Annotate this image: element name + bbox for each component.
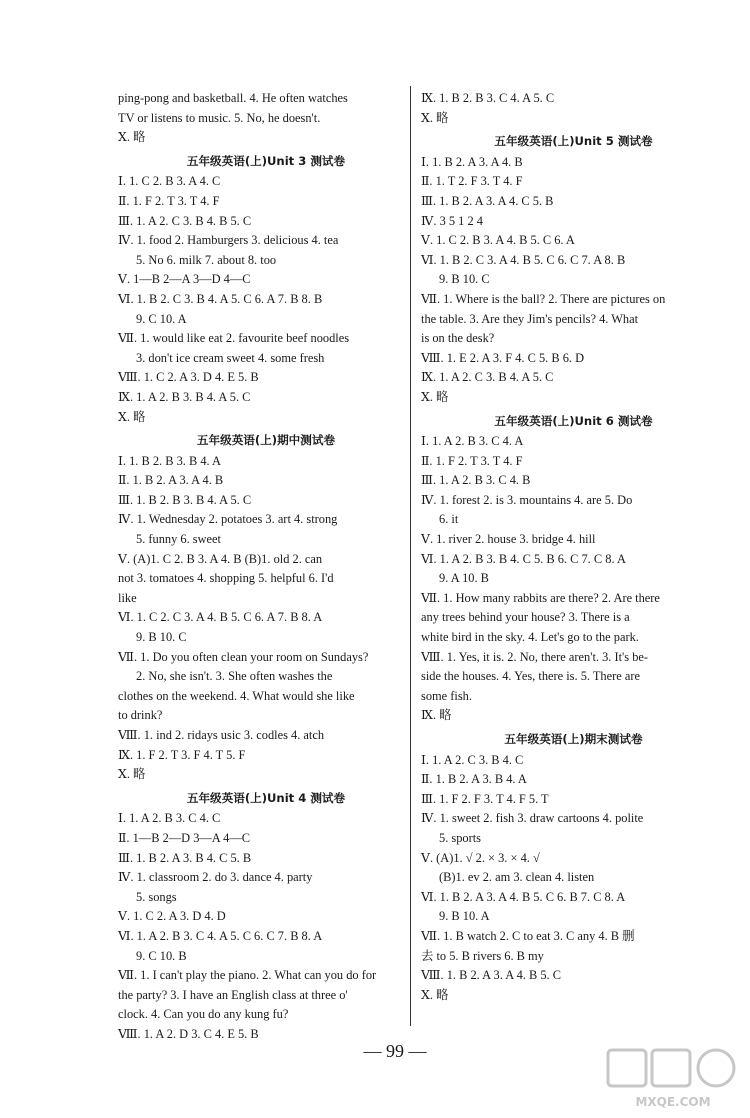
answer-line: to drink? (118, 708, 163, 723)
answer-line: Ⅶ. 1. B watch 2. C to eat 3. C any 4. B 删 (421, 928, 635, 943)
answer-line: Ⅳ. 1. classroom 2. do 3. dance 4. party (118, 870, 313, 885)
answer-line: Ⅳ. 1. forest 2. is 3. mountains 4. are 5. Do (421, 492, 633, 507)
answer-line: 5. songs (136, 889, 177, 904)
watermark-logo (604, 1046, 742, 1112)
answer-line: ping-pong and basketball. 4. He often watches (118, 91, 348, 105)
left-column (118, 89, 414, 1045)
answer-line: (B)1. ev 2. am 3. clean 4. listen (439, 870, 595, 885)
answer-line: some fish. (421, 688, 472, 703)
answer-line: Ⅴ. 1. C 2. A 3. D 4. D (118, 909, 226, 924)
answer-line: Ⅲ. 1. B 2. A 3. B 4. C 5. B (118, 850, 252, 865)
answer-line: Ⅶ. 1. would like eat 2. favourite beef noodles (118, 331, 350, 346)
answer-line: Ⅰ. 1. A 2. B 3. C 4. A (421, 434, 524, 449)
answer-line: Ⅵ. 1. C 2. C 3. A 4. B 5. C 6. A 7. B 8. A (118, 610, 323, 625)
answer-line: 5. No 6. milk 7. about 8. too (136, 252, 277, 267)
answer-line: 9. B 10. C (136, 630, 187, 645)
answer-line: clothes on the weekend. 4. What would she like (118, 688, 355, 703)
answer-line: Ⅳ. 1. sweet 2. fish 3. draw cartoons 4. polite (421, 811, 644, 826)
answer-line: 5. sports (439, 830, 481, 845)
answer-line: Ⅹ. 略 (421, 987, 449, 1002)
answer-line: Ⅲ. 1. A 2. B 3. C 4. B (421, 473, 531, 488)
answer-line: 5. funny 6. sweet (136, 532, 221, 547)
answer-line: Ⅵ. 1. B 2. A 3. A 4. B 5. C 6. B 7. C 8. A (421, 889, 626, 904)
answer-line: Ⅵ. 1. A 2. B 3. C 4. A 5. C 6. C 7. B 8. A (118, 928, 323, 943)
answer-line: 3. don't ice cream sweet 4. some fresh (136, 350, 325, 365)
answer-line: Ⅷ. 1. E 2. A 3. F 4. C 5. B 6. D (421, 350, 585, 365)
answer-line: side the houses. 4. Yes, there is. 5. There are (421, 669, 640, 684)
answer-line: Ⅱ. 1. B 2. A 3. B 4. A (421, 772, 527, 787)
answer-line: like (118, 590, 137, 605)
section-heading: 五年级英语(上)期末测试卷 (504, 732, 643, 746)
answer-line: Ⅸ. 略 (421, 708, 452, 723)
answer-line: Ⅴ. 1—B 2—A 3—D 4—C (118, 272, 251, 287)
answer-line: 9. B 10. A (439, 909, 490, 924)
answer-line: Ⅴ. 1. river 2. house 3. bridge 4. hill (421, 532, 596, 547)
answer-line: Ⅷ. 1. Yes, it is. 2. No, there aren't. 3. It's be- (421, 649, 649, 664)
answer-line: Ⅹ. 略 (118, 409, 146, 424)
answer-line: Ⅱ. 1. F 2. T 3. T 4. F (118, 193, 220, 208)
answer-line: Ⅶ. 1. Do you often clean your room on Sundays? (118, 649, 369, 664)
answer-line: 9. C 10. A (136, 311, 187, 326)
section-heading: 五年级英语(上)Unit 5 测试卷 (494, 134, 653, 149)
answer-line: Ⅹ. 略 (421, 389, 449, 404)
answer-line: Ⅱ. 1. T 2. F 3. T 4. F (421, 174, 523, 189)
section-heading: 五年级英语(上)Unit 4 测试卷 (186, 790, 346, 805)
section-heading: 五年级英语(上)Unit 6 测试卷 (494, 413, 653, 428)
answer-line: Ⅰ. 1. A 2. C 3. B 4. C (421, 752, 524, 767)
answer-line: Ⅸ. 1. B 2. B 3. C 4. A 5. C (421, 91, 555, 105)
answer-line: TV or listens to music. 5. No, he doesn't. (118, 110, 321, 125)
answer-line: Ⅸ. 1. A 2. C 3. B 4. A 5. C (421, 370, 554, 385)
answer-line: the party? 3. I have an English class at three o' (118, 987, 348, 1002)
answer-line: 9. B 10. C (439, 272, 490, 287)
page-number: — 99 — (363, 1041, 427, 1061)
answer-line: clock. 4. Can you do any kung fu? (118, 1007, 289, 1022)
answer-line: 9. C 10. B (136, 948, 187, 963)
section-heading: 五年级英语(上)Unit 3 测试卷 (186, 153, 346, 168)
answer-line: Ⅱ. 1. B 2. A 3. A 4. B (118, 473, 224, 488)
answer-line: Ⅰ. 1. A 2. B 3. C 4. C (118, 811, 221, 826)
column-divider (410, 86, 411, 1026)
answer-line: Ⅸ. 1. A 2. B 3. B 4. A 5. C (118, 389, 251, 404)
answer-line: Ⅹ. 略 (421, 110, 449, 125)
watermark-url: MXQE.COM (635, 1095, 711, 1109)
answer-line: 6. it (439, 512, 459, 527)
answer-line: Ⅲ. 1. B 2. B 3. B 4. A 5. C (118, 492, 252, 507)
answer-line: Ⅱ. 1. F 2. T 3. T 4. F (421, 453, 523, 468)
answer-line: 去 to 5. B rivers 6. B my (421, 948, 544, 963)
answer-line: white bird in the sky. 4. Let's go to the park. (421, 630, 639, 645)
answer-line: Ⅷ. 1. B 2. A 3. A 4. B 5. C (421, 968, 562, 983)
answer-line: Ⅲ. 1. F 2. F 3. T 4. F 5. T (421, 791, 549, 806)
answer-line: Ⅲ. 1. B 2. A 3. A 4. C 5. B (421, 193, 554, 208)
answer-line: not 3. tomatoes 4. shopping 5. helpful 6. I'd (118, 571, 334, 586)
answer-line: Ⅰ. 1. B 2. A 3. A 4. B (421, 154, 523, 169)
answer-line: Ⅲ. 1. A 2. C 3. B 4. B 5. C (118, 213, 252, 228)
answer-line: Ⅹ. 略 (118, 130, 146, 145)
answer-line: Ⅴ. 1. C 2. B 3. A 4. B 5. C 6. A (421, 233, 575, 248)
answer-line: Ⅶ. 1. Where is the ball? 2. There are pictures on (421, 291, 666, 306)
answer-line: Ⅳ. 1. Wednesday 2. potatoes 3. art 4. strong (118, 512, 338, 527)
answer-line: Ⅸ. 1. F 2. T 3. F 4. T 5. F (118, 747, 246, 762)
answer-line: the table. 3. Are they Jim's pencils? 4. What (421, 311, 639, 326)
answer-line: Ⅹ. 略 (118, 767, 146, 782)
answer-line: Ⅰ. 1. B 2. B 3. B 4. A (118, 453, 222, 468)
answer-line: Ⅴ. (A)1. C 2. B 3. A 4. B (B)1. old 2. can (118, 551, 323, 566)
answer-line: Ⅵ. 1. A 2. B 3. B 4. C 5. B 6. C 7. C 8. A (421, 551, 626, 566)
answer-line: Ⅰ. 1. C 2. B 3. A 4. C (118, 174, 221, 189)
answer-line: Ⅶ. 1. How many rabbits are there? 2. Are there (421, 590, 660, 605)
answer-line: any trees behind your house? 3. There is a (421, 610, 630, 625)
answer-line: Ⅱ. 1—B 2—D 3—A 4—C (118, 830, 250, 845)
answer-line: 9. A 10. B (439, 571, 489, 586)
answer-line: Ⅳ. 1. food 2. Hamburgers 3. delicious 4. tea (118, 233, 339, 248)
answer-line: Ⅶ. 1. I can't play the piano. 2. What can you do for (118, 968, 377, 983)
section-heading: 五年级英语(上)期中测试卷 (196, 433, 336, 448)
answer-line: Ⅷ. 1. A 2. D 3. C 4. E 5. B (118, 1026, 259, 1041)
answer-line: Ⅵ. 1. B 2. C 3. A 4. B 5. C 6. C 7. A 8. B (421, 252, 626, 267)
answer-line: Ⅳ. 3 5 1 2 4 (421, 213, 483, 228)
answer-line: is on the desk? (421, 331, 495, 346)
answer-line: 2. No, she isn't. 3. She often washes the (136, 669, 333, 684)
answer-line: Ⅷ. 1. ind 2. ridays usic 3. codles 4. atch (118, 728, 325, 742)
answer-line: Ⅷ. 1. C 2. A 3. D 4. E 5. B (118, 370, 259, 385)
answer-line: Ⅴ. (A)1. √ 2. × 3. × 4. √ (421, 850, 540, 865)
right-column (421, 89, 726, 1005)
answer-line: Ⅵ. 1. B 2. C 3. B 4. A 5. C 6. A 7. B 8. B (118, 291, 323, 306)
